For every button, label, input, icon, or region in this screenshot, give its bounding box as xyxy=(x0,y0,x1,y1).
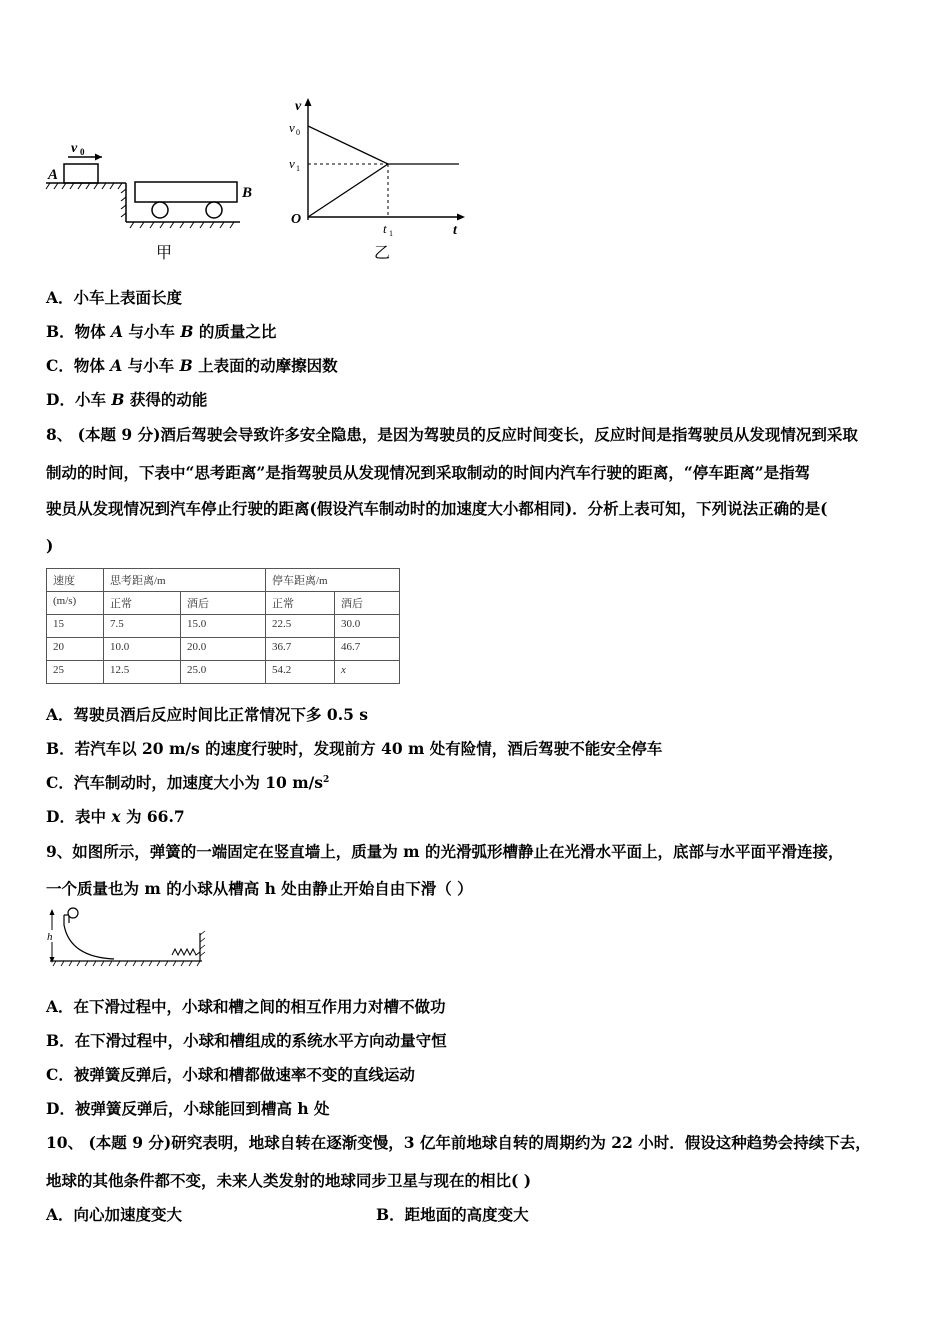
block-a xyxy=(64,164,98,183)
q10-option-a: A．向心加速度变大 xyxy=(46,1205,183,1224)
q8-option-a: A．驾驶员酒后反应时间比正常情况下多 0.5 s xyxy=(46,705,369,724)
table-row: 25 12.5 25.0 54.2 x xyxy=(47,661,400,684)
line-a-velocity xyxy=(308,126,388,164)
q7-option-a: A．小车上表面长度 xyxy=(46,288,183,307)
th-unit: (m/s) xyxy=(47,592,104,615)
cart-wheel-right xyxy=(206,202,222,218)
th-stop: 停车距离/m xyxy=(266,569,400,592)
v0-label-sub: 0 xyxy=(80,147,85,157)
figure-vt-graph xyxy=(283,95,473,240)
v1-tick-label-sub: 1 xyxy=(296,164,300,173)
spring xyxy=(172,949,200,955)
origin-label: O xyxy=(291,212,302,227)
q7-option-d: D．小车 B 获得的动能 xyxy=(46,390,208,409)
cart-wheel-left xyxy=(152,202,168,218)
v0-label: v xyxy=(71,141,78,156)
table-row: 20 10.0 20.0 36.7 46.7 xyxy=(47,638,400,661)
v0-tick-label: v xyxy=(289,120,295,135)
figure-slope-spring xyxy=(44,905,209,970)
cart-b xyxy=(135,182,237,202)
q7-option-c: C．物体 A 与小车 B 上表面的动摩擦因数 xyxy=(46,356,338,375)
axis-t-label: t xyxy=(453,223,457,238)
q7-option-b: B．物体 A 与小车 B 的质量之比 xyxy=(46,322,277,341)
label-a: A xyxy=(48,167,59,183)
q8-stem-line1: 8、 (本题 9 分)酒后驾驶会导致许多安全隐患，是因为驾驶员的反应时间变长，反应时间是指驾驶员从发现情况到采取 xyxy=(46,425,858,444)
q8-stem-line3: 驶员从发现情况到汽车停止行驶的距离(假设汽车制动时的加速度大小都相同)．分析上表可知，下列说法正确的是( xyxy=(46,499,828,518)
q8-stem-line2: 制动的时间，下表中“思考距离”是指驾驶员从发现情况到采取制动的时间内汽车行驶的距离，“停车距离”是指驾 xyxy=(46,463,811,482)
caption-yi: 乙 xyxy=(374,243,391,262)
q9-option-c: C．被弹簧反弹后，小球和槽都做速率不变的直线运动 xyxy=(46,1065,415,1084)
th-sub: 正常 xyxy=(266,592,335,615)
q8-stem-line4: ) xyxy=(46,536,54,555)
th-sub: 酒后 xyxy=(181,592,266,615)
axis-v-label: v xyxy=(295,99,302,114)
height-label-text: h xyxy=(47,931,53,943)
q9-option-d: D．被弹簧反弹后，小球能回到槽高 h 处 xyxy=(46,1099,330,1118)
q9-stem-line1: 9、如图所示，弹簧的一端固定在竖直墙上，质量为 m 的光滑弧形槽静止在光滑水平面上，底部与水平面平滑连接， xyxy=(46,842,844,861)
curved-groove xyxy=(64,915,114,959)
q8-option-c: C．汽车制动时，加速度大小为 10 $m/s^2$ xyxy=(46,773,330,792)
th-sub: 正常 xyxy=(104,592,181,615)
v0-tick-label-sub: 0 xyxy=(296,128,300,137)
q8-data-table xyxy=(46,568,400,684)
th-speed: 速度 xyxy=(47,569,104,592)
th-sub: 酒后 xyxy=(335,592,400,615)
figure-cart-diagram xyxy=(40,135,270,265)
t1-tick-label-sub: 1 xyxy=(389,229,393,238)
q9-option-a: A．在下滑过程中，小球和槽之间的相互作用力对槽不做功 xyxy=(46,997,446,1016)
q10-option-b: B．距地面的高度变大 xyxy=(376,1205,529,1224)
table-row: 15 7.5 15.0 22.5 30.0 xyxy=(47,615,400,638)
q8-option-b: B．若汽车以 20 m/s 的速度行驶时，发现前方 40 m 处有险情，酒后驾驶不能安全停车 xyxy=(46,739,663,758)
line-b-velocity xyxy=(308,164,388,217)
q8-option-d: D．表中 x 为 66.7 xyxy=(46,807,185,826)
small-ball xyxy=(68,908,78,918)
q10-stem-line2: 地球的其他条件都不变，未来人类发射的地球同步卫星与现在的相比( ) xyxy=(46,1171,532,1190)
q10-stem-line1: 10、 (本题 9 分)研究表明，地球自转在逐渐变慢，3 亿年前地球自转的周期约为 22 小时．假设这种趋势会持续下去， xyxy=(46,1133,871,1152)
th-think: 思考距离/m xyxy=(104,569,266,592)
t1-tick-label: t xyxy=(383,221,387,236)
q9-option-b: B．在下滑过程中，小球和槽组成的系统水平方向动量守恒 xyxy=(46,1031,447,1050)
caption-jia: 甲 xyxy=(156,243,173,262)
v1-tick-label: v xyxy=(289,156,295,171)
q9-stem-line2: 一个质量也为 m 的小球从槽高 h 处由静止开始自由下滑（ ） xyxy=(46,879,473,898)
label-b: B xyxy=(242,185,253,201)
